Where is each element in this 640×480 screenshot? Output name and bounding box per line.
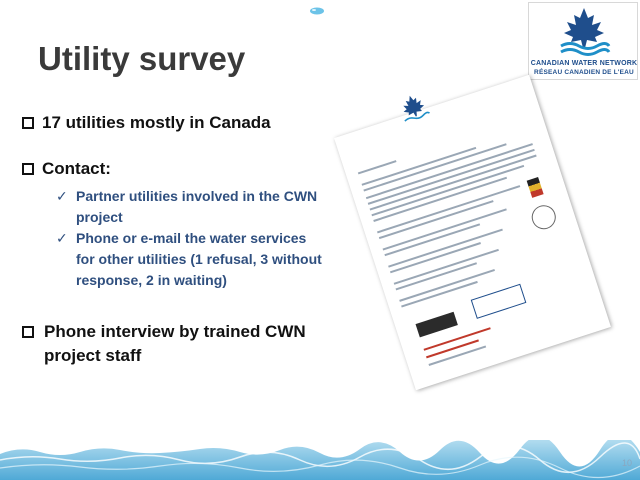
bullet-item xyxy=(22,157,111,181)
doc-line xyxy=(370,155,537,211)
checkmark-icon: ✓ xyxy=(56,230,68,246)
toronto-logo xyxy=(471,284,527,319)
checkbox-bullet-icon xyxy=(22,326,34,338)
flag-logo xyxy=(527,177,544,198)
checkbox-bullet-icon xyxy=(22,163,34,175)
logo-text-en: CANADIAN WATER NETWORK xyxy=(530,60,638,67)
sub-bullet-item xyxy=(56,228,326,291)
checkmark-icon: ✓ xyxy=(56,188,68,204)
doc-line xyxy=(358,160,397,174)
slide-title: Utility survey xyxy=(38,40,246,77)
logo-text-fr: RÉSEAU CANADIEN DE L'EAU xyxy=(534,69,634,76)
water-waves xyxy=(0,440,640,480)
seal-logo xyxy=(529,202,559,232)
doc-line xyxy=(428,345,486,365)
sub-bullet-item xyxy=(56,186,326,228)
checkbox-bullet-icon xyxy=(22,117,34,129)
maple-leaf-wave-icon xyxy=(557,6,611,58)
small-maple-leaf-icon xyxy=(395,90,432,126)
bullet-text: Phone interview by trained CWN project staff xyxy=(44,322,306,365)
bubble-icon xyxy=(308,6,326,16)
sub-bullet-text: Partner utilities involved in the CWN project xyxy=(76,188,318,225)
bullet-text: Contact: xyxy=(42,159,111,178)
bullet-item xyxy=(22,320,352,368)
document-image-wrapper xyxy=(330,60,610,390)
dalhousie-logo xyxy=(416,312,458,338)
bullet-text: 17 utilities mostly in Canada xyxy=(42,113,271,132)
sub-bullet-text: Phone or e-mail the water services for other utilities (1 refusal, 3 without response, 2 in waiting) xyxy=(76,230,322,288)
page-number: 10 xyxy=(621,458,632,468)
bullet-item xyxy=(22,111,271,135)
survey-letter-document xyxy=(334,75,611,390)
